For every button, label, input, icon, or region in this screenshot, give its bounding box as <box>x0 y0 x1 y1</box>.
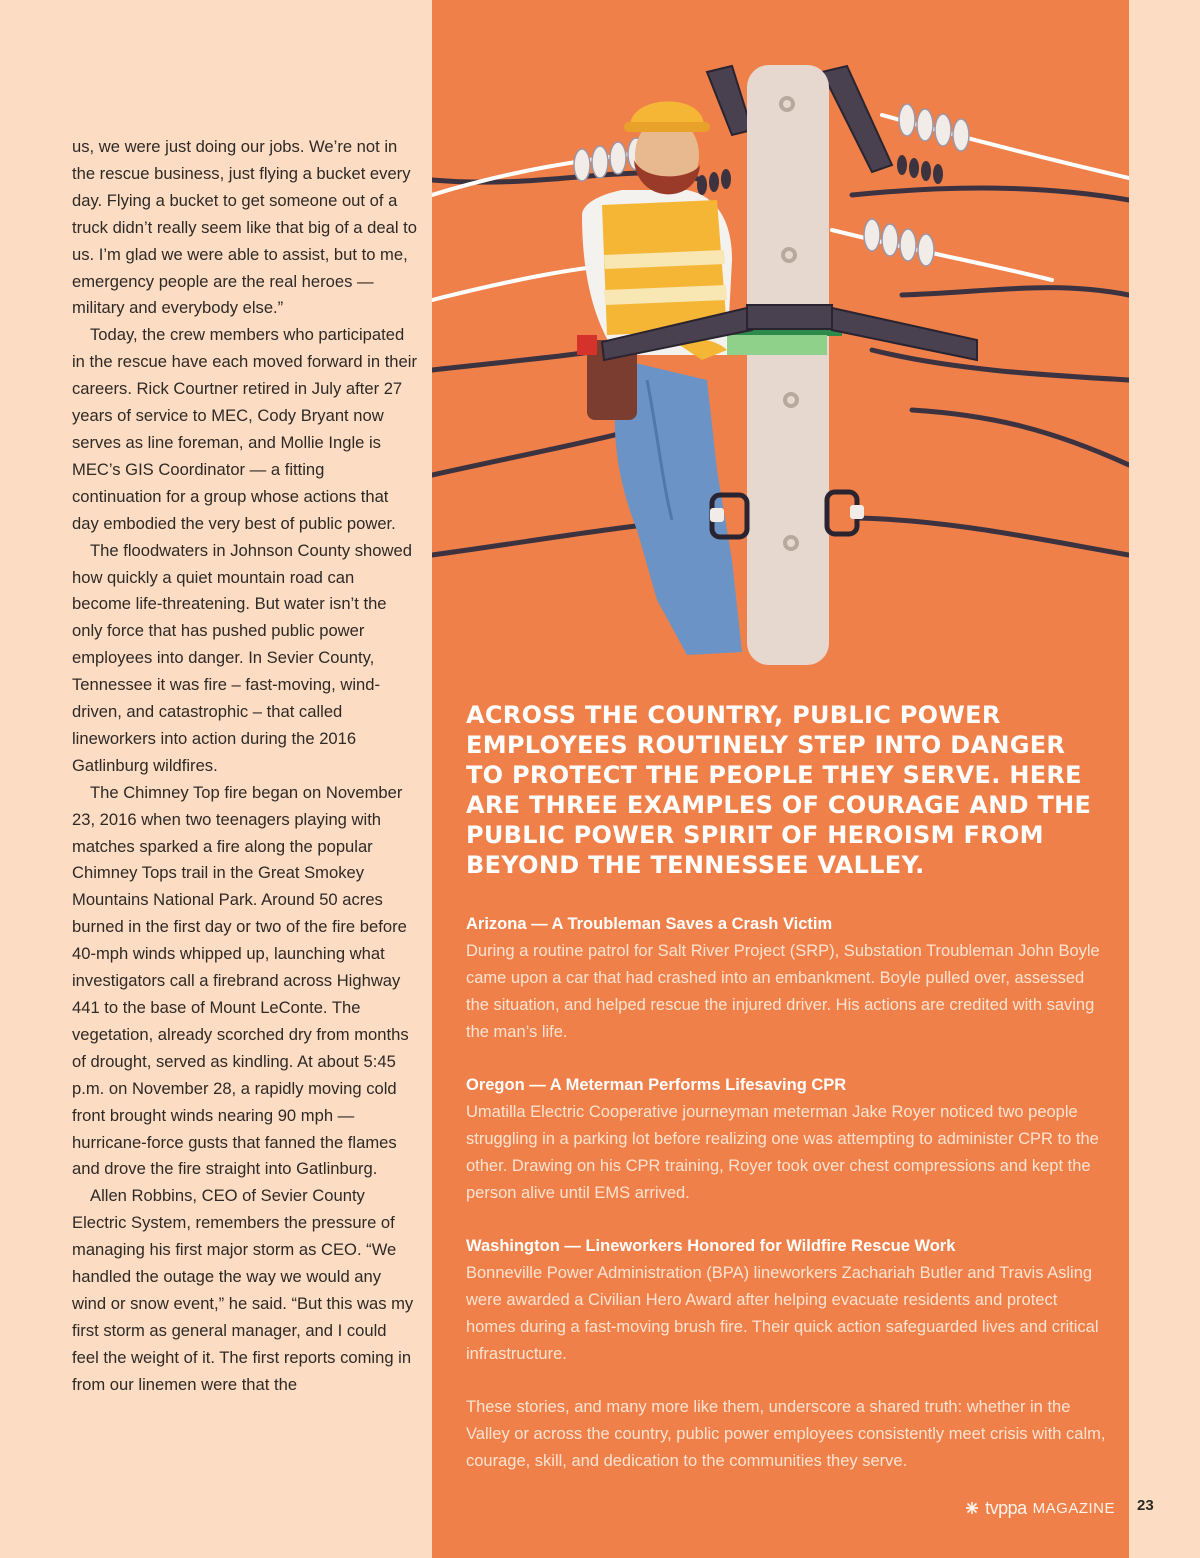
story-arizona <box>466 911 1106 1046</box>
story-title: Washington — Lineworkers Honored for Wildfire Rescue Work <box>466 1237 956 1255</box>
story-body: Umatilla Electric Cooperative journeyman meterman Jake Royer noticed two people struggling in a parking lot before realizing one was attempting to administer CPR to the other. Drawing on his CPR training, Royer took over chest compressions and kept the person alive until EMS arrived. <box>466 1102 1099 1202</box>
tvppa-logo-icon <box>965 1501 979 1515</box>
story-title: Oregon — A Meterman Performs Lifesaving CPR <box>466 1076 847 1094</box>
article-paragraph: Allen Robbins, CEO of Sevier County Electric System, remembers the pressure of managing his first major storm as CEO. “We handled the outage the way we would any wind or snow event,” he said. “But this was my first storm as general manager, and I could feel the weight of it. The first reports coming in from our linemen were that the <box>72 1186 414 1394</box>
footer-brand: tvppa <box>985 1497 1027 1518</box>
story-oregon <box>466 1072 1106 1207</box>
closing-paragraph: These stories, and many more like them, underscore a shared truth: whether in the Valley or across the country, public power employees consistently meet crisis with calm, courage, skill, and dedication to the communities they serve. <box>466 1398 1106 1470</box>
story-body: Bonneville Power Administration (BPA) lineworkers Zachariah Butler and Travis Asling were awarded a Civilian Hero Award after helping evacuate residents and protect homes during a fast-moving brush fire. Their quick action safeguarded lives and critical infrastructure. <box>466 1263 1099 1363</box>
article-paragraph: The Chimney Top fire began on November 23, 2016 when two teenagers playing with matches sparked a fire along the popular Chimney Tops trail in the Great Smokey Mountains National Park. Around 50 acres burned in the first day or two of the fire before 40-mph winds whipped up, launching what investigators call a firebrand across Highway 441 to the base of Mount LeConte. The vegetation, already scorched dry from months of drought, served as kindling. At about 5:45 p.m. on November 28, a rapidly moving cold front brought winds nearing 90 mph — hurricane-force gusts that fanned the flames and drove the fire straight into Gatlinburg. <box>72 782 409 1179</box>
article-paragraph: The floodwaters in Johnson County showed how quickly a quiet mountain road can become life-threatening. But water isn’t the only force that has pushed public power employees into danger. In Sevier County, Tennessee it was fire – fast-moving, wind-driven, and catastrophic – that called lineworkers into action during the 2016 Gatlinburg wildfires. <box>72 540 412 775</box>
footer-magazine-label: MAGAZINE <box>1032 1499 1115 1517</box>
story-washington <box>466 1233 1106 1368</box>
sidebar-headline: ACROSS THE COUNTRY, PUBLIC POWER EMPLOYEES ROUTINELY STEP INTO DANGER TO PROTECT THE PEOPLE THEY SERVE. HERE ARE THREE EXAMPLES OF COURAGE AND THE PUBLIC POWER SPIRIT OF HEROISM FROM BEYOND THE TENNESSEE VALLEY. <box>466 701 1092 879</box>
page-number: 23 <box>1137 1497 1154 1514</box>
article-paragraph: us, we were just doing our jobs. We’re not in the rescue business, just flying a bucket every day. Flying a bucket to get someone out of a truck didn’t really seem like that big of a deal to us. I’m glad we were able to assist, but to me, emergency people are the real heroes — military and everybody else.” <box>72 137 417 318</box>
story-body: During a routine patrol for Salt River Project (SRP), Substation Troubleman John Boyle came upon a car that had crashed into an embankment. Boyle pulled over, assessed the situation, and helped rescue the injured driver. His actions are credited with saving the man’s life. <box>466 941 1100 1041</box>
lineworker-illustration <box>432 0 1129 680</box>
article-paragraph: Today, the crew members who participated in the rescue have each moved forward in their careers. Rick Courtner retired in July after 27 years of service to MEC, Cody Bryant now serves as line foreman, and Mollie Ingle is MEC’s GIS Coordinator — a fitting continuation for a group whose actions that day embodied the very best of public power. <box>72 325 417 533</box>
story-title: Arizona — A Troubleman Saves a Crash Victim <box>466 915 833 933</box>
magazine-footer <box>965 1495 1115 1521</box>
article-body-column <box>72 134 417 1399</box>
sidebar-panel <box>432 0 1129 1558</box>
